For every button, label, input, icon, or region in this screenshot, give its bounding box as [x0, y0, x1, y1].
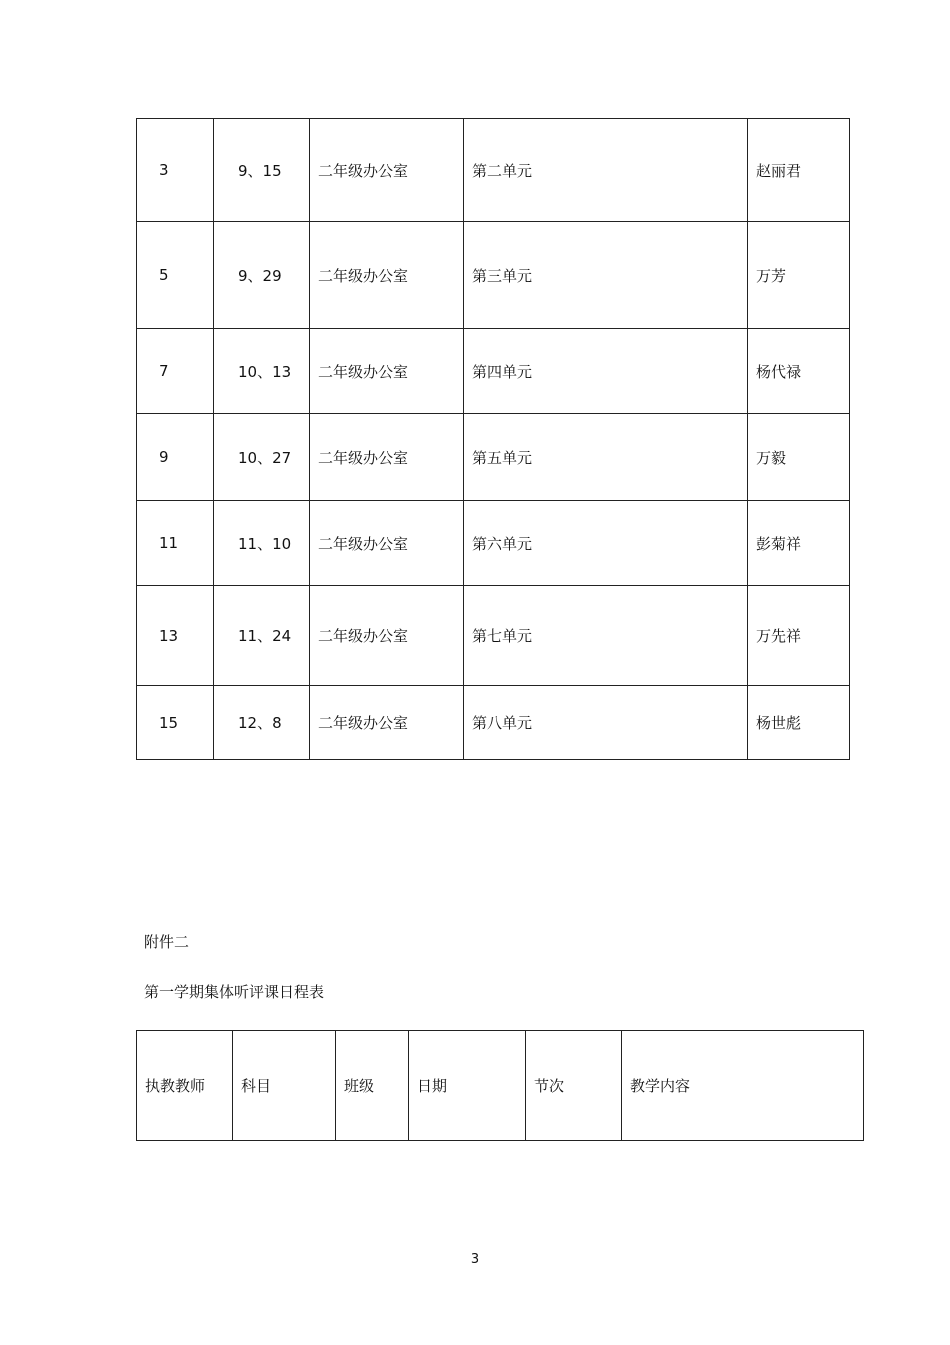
cell-number: 7 — [137, 329, 214, 414]
cell-number: 3 — [137, 119, 214, 222]
cell-date: 9、15 — [214, 119, 310, 222]
cell-place: 二年级办公室 — [310, 586, 464, 686]
listen-header-row — [137, 1031, 864, 1141]
cell-content: 第六单元 — [464, 501, 748, 586]
header-class: 班级 — [336, 1031, 409, 1141]
cell-number: 11 — [137, 501, 214, 586]
table-row — [137, 501, 850, 586]
table-row — [137, 119, 850, 222]
cell-teacher: 万先祥 — [748, 586, 850, 686]
cell-content: 第五单元 — [464, 414, 748, 501]
cell-number: 13 — [137, 586, 214, 686]
cell-place: 二年级办公室 — [310, 686, 464, 760]
table-row — [137, 586, 850, 686]
attachment-label: 附件二 — [144, 933, 190, 951]
cell-teacher: 万毅 — [748, 414, 850, 501]
table-row — [137, 222, 850, 329]
header-date: 日期 — [409, 1031, 526, 1141]
header-subject: 科目 — [233, 1031, 336, 1141]
cell-teacher: 杨世彪 — [748, 686, 850, 760]
meeting-schedule-body — [137, 119, 850, 760]
cell-teacher: 杨代禄 — [748, 329, 850, 414]
cell-date: 11、10 — [214, 501, 310, 586]
cell-number: 5 — [137, 222, 214, 329]
meeting-schedule-table — [136, 118, 850, 760]
cell-date: 9、29 — [214, 222, 310, 329]
listen-schedule-table — [136, 1030, 864, 1141]
cell-date: 12、8 — [214, 686, 310, 760]
attachment-title: 第一学期集体听评课日程表 — [144, 983, 325, 1001]
table-row — [137, 414, 850, 501]
cell-content: 第三单元 — [464, 222, 748, 329]
cell-teacher: 赵丽君 — [748, 119, 850, 222]
cell-place: 二年级办公室 — [310, 329, 464, 414]
header-content: 教学内容 — [622, 1031, 864, 1141]
cell-content: 第二单元 — [464, 119, 748, 222]
cell-content: 第七单元 — [464, 586, 748, 686]
cell-content: 第八单元 — [464, 686, 748, 760]
table-row — [137, 686, 850, 760]
cell-teacher: 彭菊祥 — [748, 501, 850, 586]
table-row — [137, 329, 850, 414]
cell-place: 二年级办公室 — [310, 501, 464, 586]
header-period: 节次 — [526, 1031, 622, 1141]
cell-place: 二年级办公室 — [310, 414, 464, 501]
cell-place: 二年级办公室 — [310, 119, 464, 222]
cell-place: 二年级办公室 — [310, 222, 464, 329]
cell-number: 15 — [137, 686, 214, 760]
cell-teacher: 万芳 — [748, 222, 850, 329]
cell-content: 第四单元 — [464, 329, 748, 414]
cell-date: 10、13 — [214, 329, 310, 414]
cell-date: 10、27 — [214, 414, 310, 501]
header-teacher: 执教教师 — [137, 1031, 233, 1141]
page-number: 3 — [470, 1252, 480, 1267]
cell-date: 11、24 — [214, 586, 310, 686]
cell-number: 9 — [137, 414, 214, 501]
